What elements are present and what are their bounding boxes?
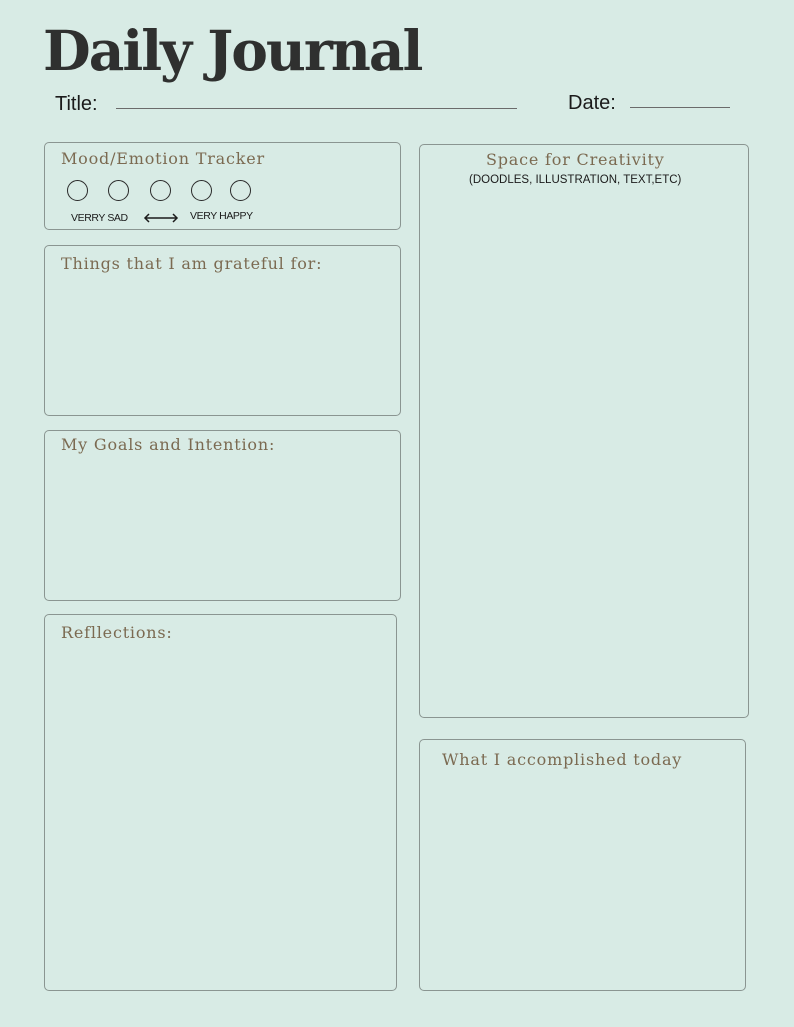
title-field-label: Title: <box>55 93 98 115</box>
mood-circle-3[interactable] <box>150 180 171 201</box>
creativity-subheading: (DOODLES, ILLUSTRATION, TEXT,ETC) <box>469 174 682 186</box>
mood-tracker-box <box>44 142 401 230</box>
page-title: Daily Journal <box>43 18 422 83</box>
double-arrow-icon <box>143 212 179 224</box>
date-field-line[interactable] <box>630 107 730 108</box>
mood-circle-1[interactable] <box>67 180 88 201</box>
grateful-box[interactable] <box>44 245 401 416</box>
mood-circle-2[interactable] <box>108 180 129 201</box>
title-field-line[interactable] <box>116 108 517 109</box>
goals-heading: My Goals and Intention: <box>61 435 276 454</box>
creativity-box[interactable] <box>419 144 749 718</box>
accomplished-heading: What I accomplished today <box>442 750 683 769</box>
mood-scale-high-label: VERY HAPPY <box>190 210 253 222</box>
accomplished-box[interactable] <box>419 739 746 991</box>
reflections-box[interactable] <box>44 614 397 991</box>
grateful-heading: Things that I am grateful for: <box>61 254 323 273</box>
date-field-label: Date: <box>568 92 616 114</box>
mood-circle-4[interactable] <box>191 180 212 201</box>
goals-box[interactable] <box>44 430 401 601</box>
mood-tracker-heading: Mood/Emotion Tracker <box>61 149 265 168</box>
creativity-heading: Space for Creativity <box>486 150 665 169</box>
mood-scale-low-label: VERRY SAD <box>71 212 128 224</box>
mood-circle-5[interactable] <box>230 180 251 201</box>
reflections-heading: Refllections: <box>61 623 173 642</box>
